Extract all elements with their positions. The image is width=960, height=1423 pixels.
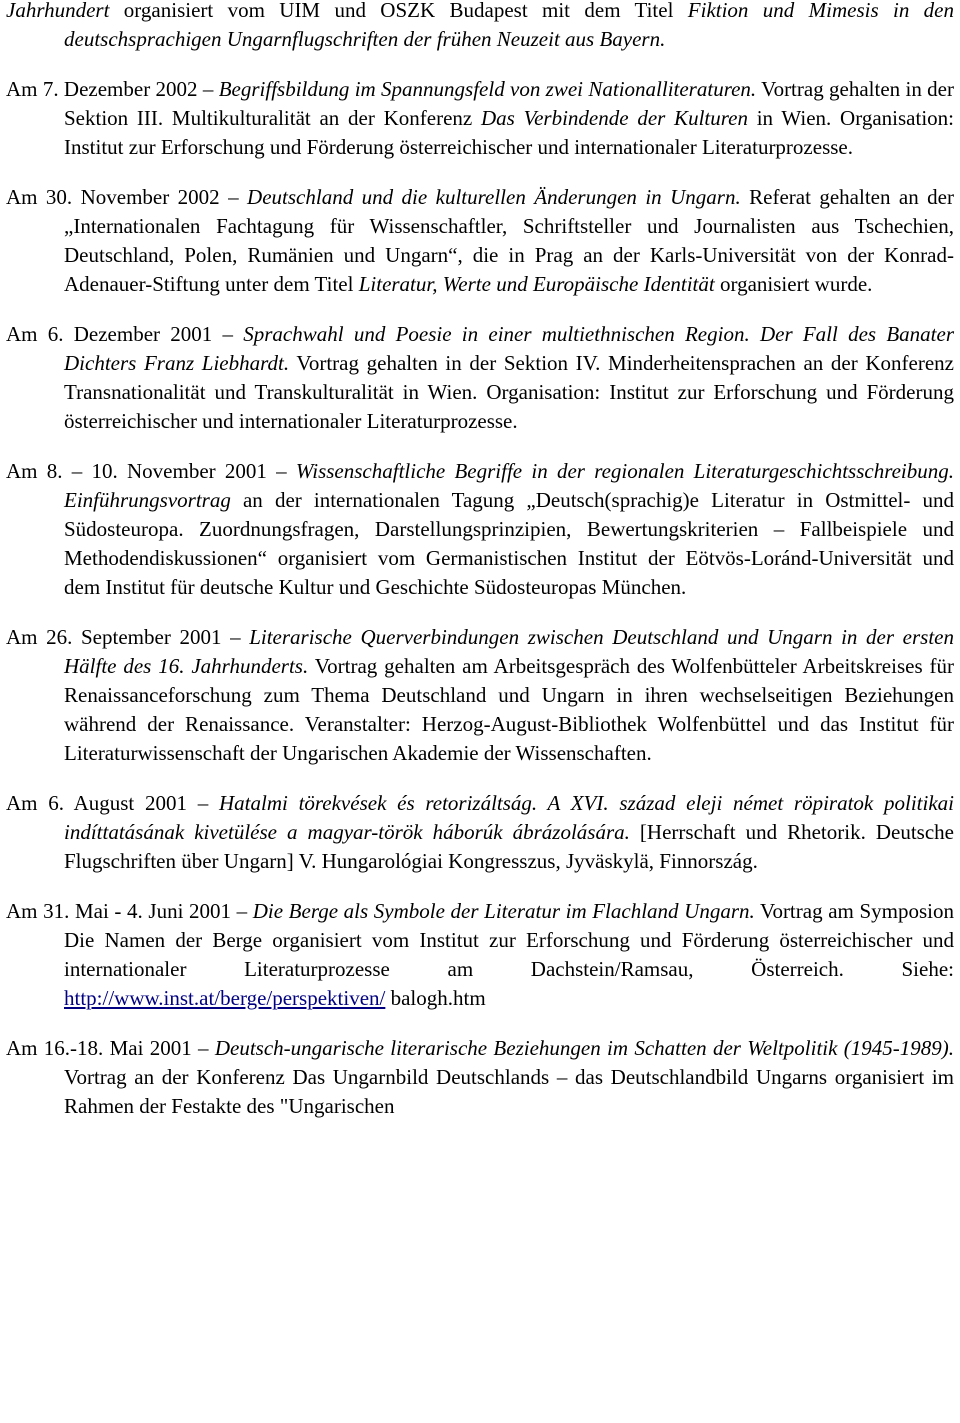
lecture-entry <box>6 789 954 876</box>
title-text: Wissenschaftliche Begriffe in der regionalen Literaturgeschichtsschreibung. Einführungsvortrag <box>64 459 954 512</box>
body-text: Am 26. September 2001 – <box>6 625 250 649</box>
lecture-entry <box>6 320 954 436</box>
title-text: Sprachwahl und Poesie in einer multiethnischen Region. Der Fall des Banater Dichters Franz Liebhardt. <box>64 322 954 375</box>
body-text: an der internationalen Tagung „Deutsch(sprachig)e Literatur in Ostmittel- und Südosteuropa. Zuordnungsfragen, Darstellungsprinzipien, Bewertungskriterien – Fallbeispiele und Methodendiskussionen“ organisiert vom Germanistischen Institut der Eötvös-Loránd-Universität und dem Institut für deutsche Kultur und Geschichte Südosteuropas München. <box>64 488 954 599</box>
body-text: Am 30. November 2002 – <box>6 185 248 209</box>
body-text: Vortrag gehalten am Arbeitsgespräch des Wolfenbütteler Arbeitskreises für Renaissanceforschung zum Thema Deutschland und Ungarn in ihren wechselseitigen Beziehungen während der Renaissance. Veranstalter: Herzog-August-Bibliothek Wolfenbüttel und das Institut für Literaturwissenschaft der Ungarischen Akademie der Wissenschaften. <box>64 654 954 765</box>
body-text: Am 8. – 10. November 2001 – <box>6 459 296 483</box>
body-text: [Herrschaft und Rhetorik. Deutsche Flugschriften über Ungarn] V. Hungarológiai Kongresszus, Jyväskylä, Finnország. <box>64 820 954 873</box>
body-text: Vortrag gehalten in der Sektion IV. Minderheitensprachen an der Konferenz Transnationalität und Transkulturalität in Wien. Organisation: Institut zur Erforschung und Förderung österreichischer und internationaler Literaturprozesse. <box>64 351 954 433</box>
body-text: organisiert vom UIM und OSZK Budapest mit dem Titel <box>109 0 688 22</box>
lecture-entry <box>6 1034 954 1121</box>
title-text: Hatalmi törekvések és retorizáltság. A XVI. század eleji német röpiratok politikai indíttatásának kivetülése a magyar-török háborúk ábrázolására. <box>64 791 954 844</box>
title-text: Deutsch-ungarische literarische Beziehungen im Schatten der Weltpolitik (1945-1989). <box>214 1036 954 1060</box>
title-text: Literatur, Werte und Europäische Identität <box>358 272 715 296</box>
title-text: Die Berge als Symbole der Literatur im Flachland Ungarn. <box>252 899 755 923</box>
body-text: Vortrag an der Konferenz Das Ungarnbild Deutschlands – das Deutschlandbild Ungarns organisiert im Rahmen der Festakte des "Ungarischen <box>64 1065 954 1118</box>
lecture-entry <box>6 183 954 299</box>
lecture-entry <box>6 897 954 1013</box>
title-text: Literarische Querverbindungen zwischen Deutschland und Ungarn in der ersten Hälfte des 16. Jahrhunderts. <box>64 625 954 678</box>
title-text: Begriffsbildung im Spannungsfeld von zwei Nationalliteraturen. <box>218 77 757 101</box>
body-text: Am 6. August 2001 – <box>6 791 219 815</box>
lecture-entry <box>6 623 954 768</box>
body-text: Vortrag am Symposion Die Namen der Berge organisiert vom Institut zur Erforschung und Förderung österreichischer und internationaler Literaturprozesse am Dachstein/Ramsau, Österreich. Siehe: <box>64 899 954 981</box>
body-text: balogh.htm <box>385 986 486 1010</box>
title-text: Das Verbindende der Kulturen <box>481 106 748 130</box>
body-text: Vortrag gehalten in der Sektion III. Multikulturalität an der Konferenz <box>64 77 954 130</box>
body-text: Am 31. Mai - 4. Juni 2001 – <box>6 899 253 923</box>
title-text: Jahrhundert <box>6 0 110 22</box>
lecture-entry <box>6 457 954 602</box>
title-text: Fiktion und Mimesis in den deutschsprachigen Ungarnflugschriften der frühen Neuzeit aus Bayern. <box>64 0 954 51</box>
lecture-entry <box>6 75 954 162</box>
url-link[interactable]: http://www.inst.at/berge/perspektiven/ <box>64 986 386 1010</box>
body-text: in Wien. Organisation: Institut zur Erforschung und Förderung österreichischer und internationaler Literaturprozesse. <box>64 106 954 159</box>
title-text: Deutschland und die kulturellen Änderungen in Ungarn. <box>247 185 741 209</box>
continued-paragraph <box>6 0 954 54</box>
body-text: Referat gehalten an der „Internationalen Fachtagung für Wissenschaftler, Schriftsteller und Journalisten aus Tschechien, Deutschland, Polen, Rumänien und Ungarn“, die in Prag an der Karls-Universität von der Konrad-Adenauer-Stiftung unter dem Titel <box>64 185 954 296</box>
body-text: organisiert wurde. <box>714 272 873 296</box>
body-text: Am 6. Dezember 2001 – <box>6 322 244 346</box>
body-text: Am 7. Dezember 2002 – <box>6 77 219 101</box>
body-text: Am 16.-18. Mai 2001 – <box>6 1036 215 1060</box>
